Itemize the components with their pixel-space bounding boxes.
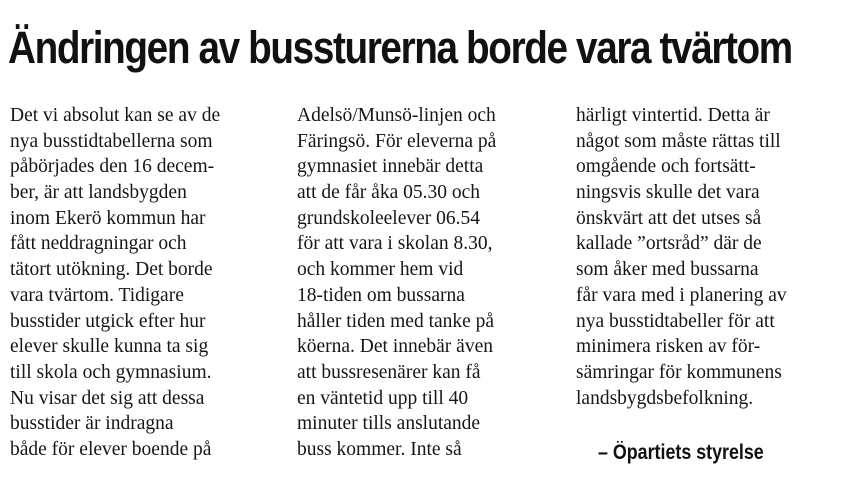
article-column-3	[576, 103, 838, 411]
text-line: påbörjades den 16 decem-	[10, 156, 215, 178]
text-line: önskvärt att det utses så	[576, 207, 762, 229]
text-line: håller tiden med tanke på	[297, 310, 495, 332]
text-line: tätort utökning. Det borde	[10, 259, 213, 281]
text-line: minuter tills anslutande	[297, 413, 481, 435]
text-line: något som måste rättas till	[576, 130, 781, 152]
text-line: elever skulle kunna ta sig	[10, 336, 209, 358]
text-line: gymnasiet innebär detta	[297, 156, 484, 178]
text-line: minimera risken av för-	[576, 336, 761, 358]
text-line: 18-tiden om bussarna	[297, 284, 465, 306]
text-line: att bussresenärer kan få	[297, 361, 481, 383]
text-line: inom Ekerö kommun har	[10, 207, 206, 229]
text-line: nya busstidtabeller för att	[576, 310, 775, 332]
article-headline: Ändringen av bussturerna borde vara tvärtom	[8, 22, 792, 73]
text-line: omgående och fortsätt-	[576, 156, 756, 178]
text-line: nya busstidtabellerna som	[10, 130, 213, 152]
text-line: för att vara i skolan 8.30,	[297, 233, 493, 255]
text-line: Det vi absolut kan se av de	[10, 105, 221, 126]
text-line: till skola och gymnasium.	[10, 361, 212, 383]
text-line: att de får åka 05.30 och	[297, 182, 481, 204]
text-line: Adelsö/Munsö-linjen och	[297, 105, 496, 126]
text-line: ningsvis skulle det vara	[576, 182, 760, 204]
text-line: sämringar för kommunens	[576, 361, 782, 383]
text-line: en väntetid upp till 40	[297, 387, 469, 409]
article-column-1	[10, 103, 272, 463]
article-column-2	[297, 103, 559, 463]
text-line: köerna. Det innebär även	[297, 336, 493, 358]
text-line: ber, är att landsbygden	[10, 182, 187, 204]
text-line: fått neddragningar och	[10, 233, 187, 255]
text-line: och kommer hem vid	[297, 259, 464, 281]
text-line: kallade ”ortsråd” där de	[576, 233, 762, 255]
text-line: vara tvärtom. Tidigare	[10, 284, 184, 306]
text-line: som åker med bussarna	[576, 259, 759, 281]
text-line: Nu visar det sig att dessa	[10, 387, 205, 409]
text-line: får vara med i planering av	[576, 284, 787, 306]
text-line: buss kommer. Inte så	[297, 438, 462, 460]
text-line: härligt vintertid. Detta är	[576, 105, 770, 126]
text-line: landsbygdsbefolkning.	[576, 387, 754, 409]
text-line: busstider utgick efter hur	[10, 310, 206, 332]
text-line: Färingsö. För eleverna på	[297, 130, 497, 152]
text-line: både för elever boende på	[10, 438, 212, 460]
article-signature: – Öpartiets styrelse	[598, 441, 764, 464]
text-line: busstider är indragna	[10, 413, 174, 435]
text-line: grundskoleelever 06.54	[297, 207, 481, 229]
